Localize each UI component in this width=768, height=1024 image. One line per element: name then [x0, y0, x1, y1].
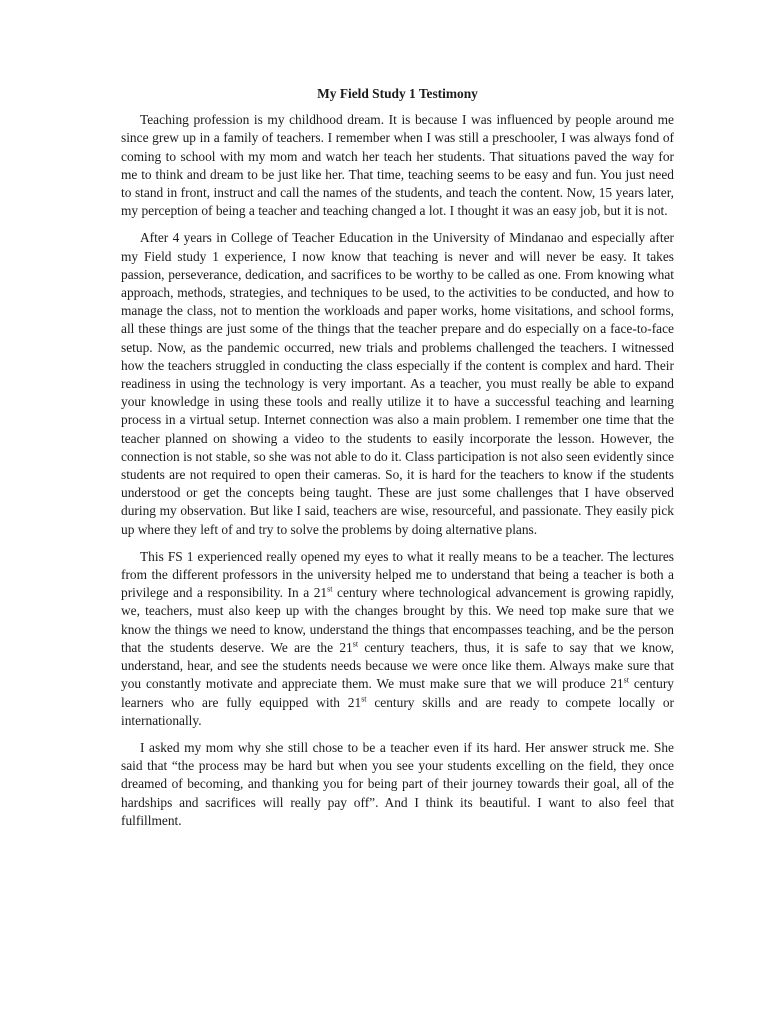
- ordinal-superscript: st: [327, 584, 333, 594]
- paragraph-text: Teaching profession is my childhood dream. It is because I was influenced by people around me since grew up in a family of teachers. I remember when I was still a preschooler, I was always fond of coming to school with my mom and watch her teach her students. That situations paved the way for me to think and dream to be just like her. That time, teaching seems to be easy and fun. You just need to stand in front, instruct and call the names of the students, and teach the content. Now, 15 years later, my perception of being a teacher and teaching changed a lot. I thought it was an easy job, but it is not.: [121, 112, 674, 219]
- body-paragraph: [121, 548, 674, 730]
- paragraph-text: After 4 years in College of Teacher Education in the University of Mindanao and especially after my Field study 1 experience, I now know that teaching is never and will never be easy. It takes passion, perseverance, dedication, and sacrifices to be worthy to be called as one. From knowing what approach, methods, strategies, and techniques to be used, to the activities to be conducted, and how to manage the class, not to mention the workloads and paper works, home visitations, and school forms, all these things are just some of the things that the teacher prepare and do especially on a face-to-face setup. Now, as the pandemic occurred, new trials and problems challenged the teachers. I witnessed how the teachers struggled in conducting the class especially if the content is complex and hard. Their readiness in using the technology is very important. As a teacher, you must really be able to expand your knowledge in using these tools and really utilize it to have a successful teaching and learning process in a virtual setup. Internet connection was also a main problem. I remember one time that the teacher planned on showing a video to the students to easily incorporate the lesson. However, the connection is not stable, so she was not able to do it. Class participation is not also seen evidently since students are not required to open their cameras. So, it is hard for the teachers to know if the students understood or get the concepts being taught. These are just some challenges that I have observed during my observation. But like I said, teachers are wise, resourceful, and passionate. They easily pick up where they left of and try to solve the problems by doing alternative plans.: [121, 230, 675, 537]
- body-paragraph: [121, 739, 674, 830]
- paragraph-text: This FS 1 experienced really opened my eyes to what it really means to be a teacher. The lectures from the different professors in the university helped me to understand that being a teacher is both a privilege and a responsibility. In a 21: [121, 548, 674, 601]
- ordinal-superscript: st: [352, 639, 359, 649]
- paragraph-text: century where technological advancement is growing rapidly, we, teachers, must also keep up with the changes brought by this. We need top make sure that we know the things we need to know, understand the things that encompasses teaching, and be the person that the students deserve. We are the 21: [121, 585, 674, 655]
- paragraph-text: century teachers, thus, it is safe to say that we know, understand, hear, and see the students needs because we were once like them. Always make sure that you constantly motivate and appreciate them. We must make sure that we will produce 21: [121, 639, 674, 692]
- ordinal-superscript: st: [361, 694, 367, 704]
- document-title: My Field Study 1 Testimony: [317, 86, 478, 101]
- paragraph-text: century skills and are ready to compete locally or internationally.: [121, 694, 674, 728]
- ordinal-superscript: st: [623, 675, 629, 685]
- paragraph-text: century learners who are fully equipped with 21: [121, 676, 674, 710]
- body-paragraph: [121, 229, 674, 538]
- paragraph-list: [121, 111, 674, 830]
- document-body: [121, 85, 674, 839]
- body-paragraph: [121, 111, 674, 220]
- paragraph-text: I asked my mom why she still chose to be a teacher even if its hard. Her answer struck me. She said that “the process may be hard but when you see your students excelling on the field, they once dreamed of becoming, and thanking you for being part of their journey towards their goal, all of the hardships and sacrifices will really pay off”. And I think its beautiful. I want to also feel that fulfillment.: [121, 739, 674, 828]
